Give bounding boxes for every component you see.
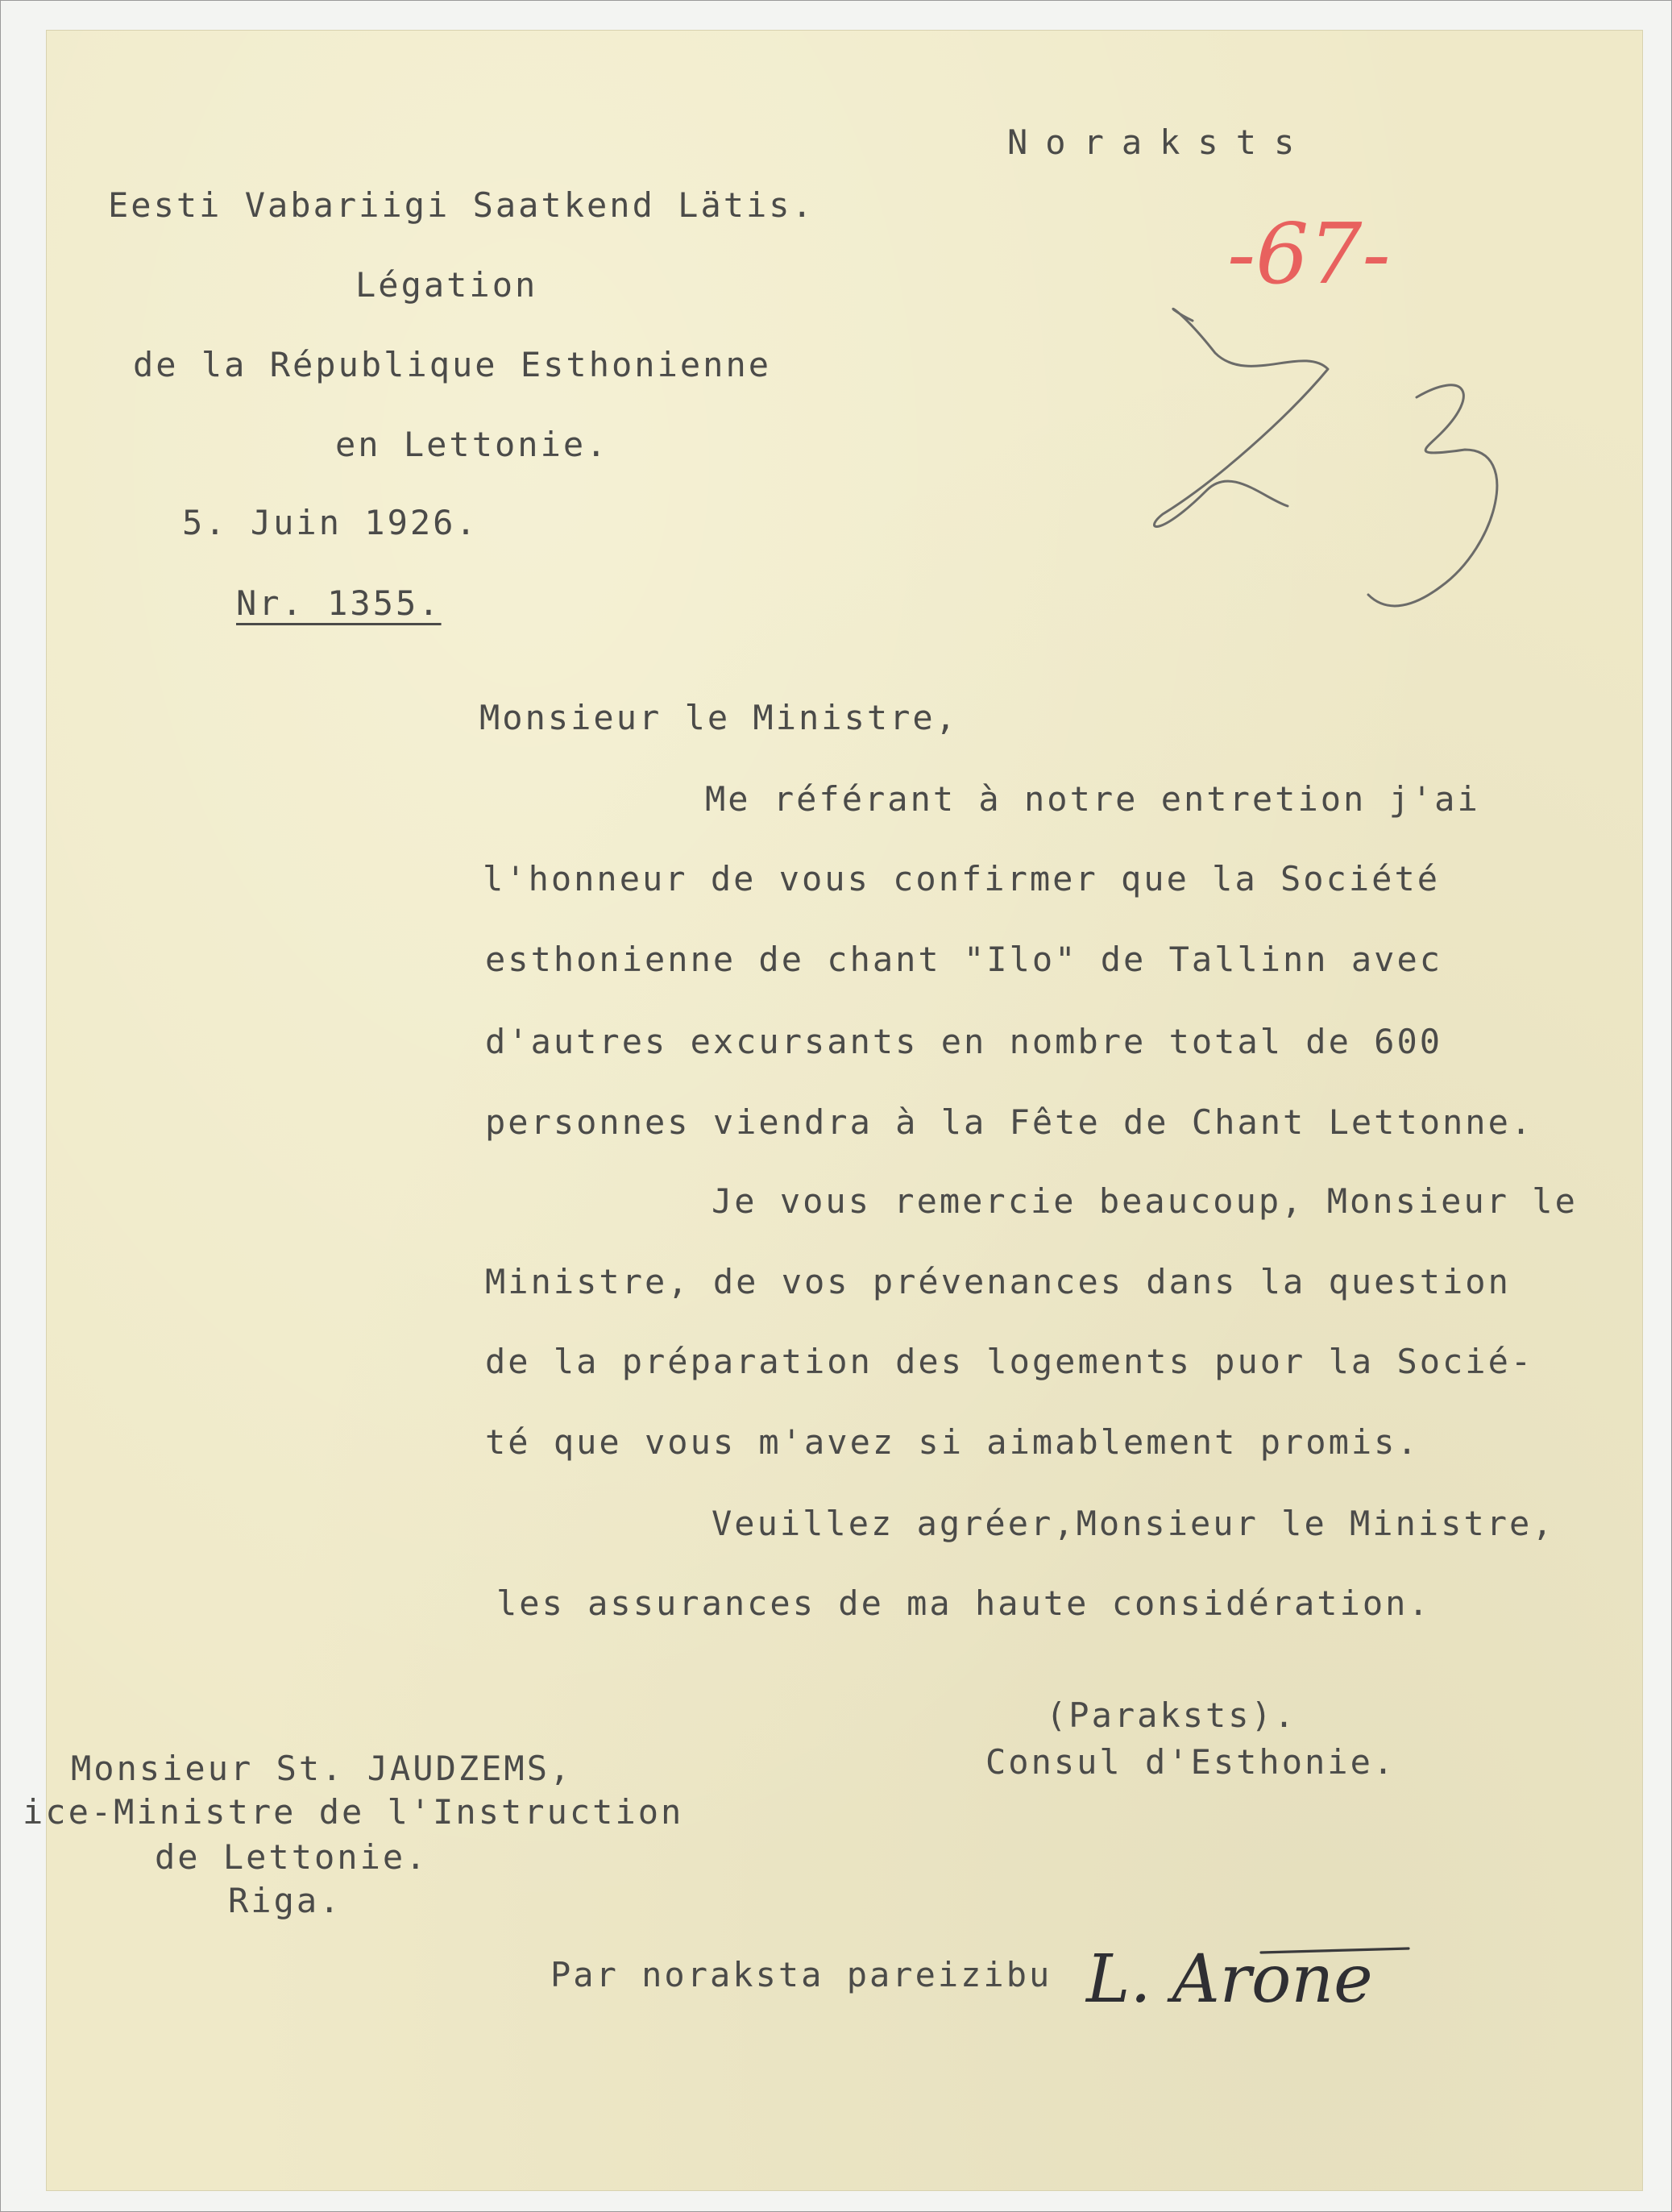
letter-line-4: d'autres excursants en nombre total de 600 xyxy=(485,1022,1443,1061)
sender-line-4: en Lettonie. xyxy=(335,425,609,464)
recipient-line-4: Riga. xyxy=(228,1881,342,1920)
letter-line-9: té que vous m'avez si aimablement promis. xyxy=(485,1422,1420,1462)
letter-line-3: esthonienne de chant "Ilo" de Tallinn avec xyxy=(485,940,1443,979)
reference-number: Nr. 1355. xyxy=(236,583,442,623)
letter-page xyxy=(23,31,1642,2190)
sender-line-3: de la République Esthonienne xyxy=(133,345,772,384)
letter-line-10: Veuillez agréer,Monsieur le Ministre, xyxy=(712,1504,1555,1543)
letter-line-11: les assurances de ma haute considération. xyxy=(496,1583,1431,1623)
signed-note: (Paraksts). xyxy=(1046,1695,1297,1735)
salutation: Monsieur le Ministre, xyxy=(479,698,959,737)
certification-text: Par noraksta pareizibu xyxy=(550,1955,1052,1994)
recipient-line-3: de Lettonie. xyxy=(155,1837,429,1877)
sender-line-1: Eesti Vabariigi Saatkend Lätis. xyxy=(108,185,815,225)
sender-line-2: Légation xyxy=(355,265,538,305)
document-label: Noraksts xyxy=(1007,122,1313,162)
letter-line-2: l'honneur de vous confirmer que la Société xyxy=(483,859,1441,898)
handwritten-signature: L. Arone xyxy=(1086,1941,1373,2018)
letter-line-6: Je vous remercie beaucoup, Monsieur le xyxy=(712,1181,1578,1221)
letter-line-1: Me référant à notre entretion j'ai xyxy=(705,779,1480,819)
letter-line-5: personnes viendra à la Fête de Chant Lettonne. xyxy=(485,1102,1534,1142)
letter-date: 5. Juin 1926. xyxy=(182,503,479,542)
letter-line-7: Ministre, de vos prévenances dans la question xyxy=(485,1262,1511,1301)
recipient-line-2: ice-Ministre de l'Instruction xyxy=(23,1792,684,1832)
recipient-line-1: Monsieur St. JAUDZEMS, xyxy=(71,1749,573,1788)
letter-line-8: de la préparation des logements puor la Socié- xyxy=(485,1342,1534,1381)
signatory-title: Consul d'Esthonie. xyxy=(985,1742,1396,1782)
red-annotation-number: -67- xyxy=(1227,205,1391,303)
